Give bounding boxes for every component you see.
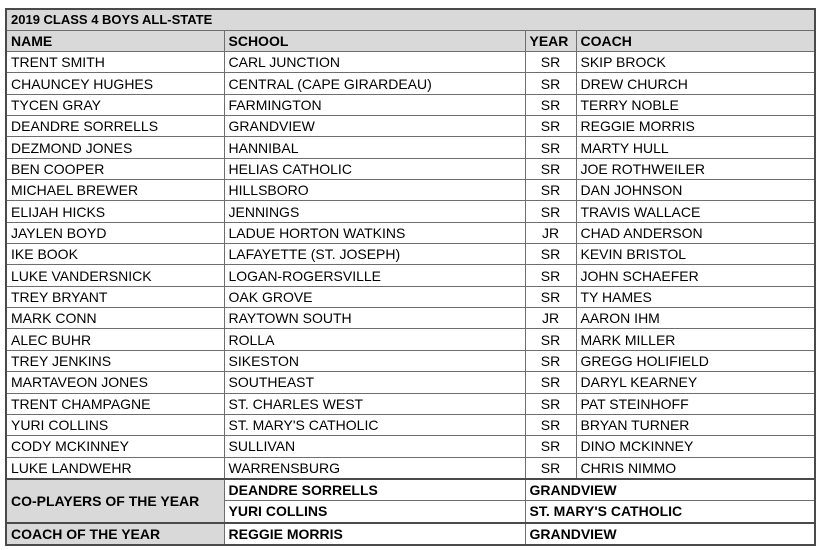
table-row xyxy=(6,436,815,457)
table-row xyxy=(6,265,815,286)
player-name: DEZMOND JONES xyxy=(6,137,224,158)
header-coach: COACH xyxy=(576,31,815,52)
player-coach: PAT STEINHOFF xyxy=(576,393,815,414)
co-player-name: DEANDRE SORRELLS xyxy=(224,479,525,501)
player-name: TYCEN GRAY xyxy=(6,94,224,115)
table-row xyxy=(6,73,815,94)
player-name: CHAUNCEY HUGHES xyxy=(6,73,224,94)
player-school: HANNIBAL xyxy=(224,137,525,158)
player-school: HILLSBORO xyxy=(224,180,525,201)
table-title: 2019 CLASS 4 BOYS ALL-STATE xyxy=(6,9,815,31)
player-school: ST. MARY'S CATHOLIC xyxy=(224,414,525,435)
player-coach: TERRY NOBLE xyxy=(576,94,815,115)
table-row xyxy=(6,329,815,350)
table-row xyxy=(6,308,815,329)
header-name: NAME xyxy=(6,31,224,52)
player-coach: KEVIN BRISTOL xyxy=(576,244,815,265)
table-row xyxy=(6,286,815,307)
player-coach: CHRIS NIMMO xyxy=(576,457,815,479)
player-name: LUKE VANDERSNICK xyxy=(6,265,224,286)
player-name: ALEC BUHR xyxy=(6,329,224,350)
player-school: RAYTOWN SOUTH xyxy=(224,308,525,329)
table-row xyxy=(6,94,815,115)
all-state-table xyxy=(5,8,816,546)
player-school: LOGAN-ROGERSVILLE xyxy=(224,265,525,286)
player-coach: AARON IHM xyxy=(576,308,815,329)
player-year: SR xyxy=(525,265,576,286)
coach-of-year-label: COACH OF THE YEAR xyxy=(6,523,224,545)
player-coach: TY HAMES xyxy=(576,286,815,307)
co-player-school: ST. MARY'S CATHOLIC xyxy=(525,501,815,523)
player-school: FARMINGTON xyxy=(224,94,525,115)
player-name: TREY BRYANT xyxy=(6,286,224,307)
player-coach: JOE ROTHWEILER xyxy=(576,158,815,179)
player-name: TRENT SMITH xyxy=(6,52,224,73)
player-school: SULLIVAN xyxy=(224,436,525,457)
table-row xyxy=(6,393,815,414)
player-school: SOUTHEAST xyxy=(224,372,525,393)
player-year: SR xyxy=(525,244,576,265)
player-school: LAFAYETTE (ST. JOSEPH) xyxy=(224,244,525,265)
player-school: SIKESTON xyxy=(224,350,525,371)
player-name: MICHAEL BREWER xyxy=(6,180,224,201)
table-row xyxy=(6,116,815,137)
player-year: SR xyxy=(525,52,576,73)
table-row xyxy=(6,350,815,371)
player-school: ROLLA xyxy=(224,329,525,350)
player-coach: SKIP BROCK xyxy=(576,52,815,73)
table-row xyxy=(6,137,815,158)
player-school: GRANDVIEW xyxy=(224,116,525,137)
coach-of-year-name: REGGIE MORRIS xyxy=(224,523,525,545)
player-coach: DARYL KEARNEY xyxy=(576,372,815,393)
player-coach: JOHN SCHAEFER xyxy=(576,265,815,286)
player-year: SR xyxy=(525,73,576,94)
player-name: YURI COLLINS xyxy=(6,414,224,435)
player-coach: DAN JOHNSON xyxy=(576,180,815,201)
table-row xyxy=(6,457,815,479)
player-name: MARK CONN xyxy=(6,308,224,329)
player-school: CARL JUNCTION xyxy=(224,52,525,73)
player-name: DEANDRE SORRELLS xyxy=(6,116,224,137)
player-name: TRENT CHAMPAGNE xyxy=(6,393,224,414)
player-coach: REGGIE MORRIS xyxy=(576,116,815,137)
player-coach: MARK MILLER xyxy=(576,329,815,350)
player-year: SR xyxy=(525,158,576,179)
player-name: JAYLEN BOYD xyxy=(6,222,224,243)
header-school: SCHOOL xyxy=(224,31,525,52)
player-school: JENNINGS xyxy=(224,201,525,222)
player-coach: GREGG HOLIFIELD xyxy=(576,350,815,371)
player-school: OAK GROVE xyxy=(224,286,525,307)
player-year: SR xyxy=(525,116,576,137)
player-coach: DREW CHURCH xyxy=(576,73,815,94)
co-player-row xyxy=(6,479,815,501)
player-coach: BRYAN TURNER xyxy=(576,414,815,435)
table-title-row xyxy=(6,9,815,31)
player-coach: MARTY HULL xyxy=(576,137,815,158)
table-row xyxy=(6,244,815,265)
player-year: SR xyxy=(525,201,576,222)
player-year: SR xyxy=(525,286,576,307)
co-players-label: CO-PLAYERS OF THE YEAR xyxy=(6,479,224,523)
player-year: SR xyxy=(525,414,576,435)
coach-of-year-school: GRANDVIEW xyxy=(525,523,815,545)
player-name: MARTAVEON JONES xyxy=(6,372,224,393)
table-row xyxy=(6,372,815,393)
player-school: ST. CHARLES WEST xyxy=(224,393,525,414)
header-row xyxy=(6,31,815,52)
coach-of-year-row xyxy=(6,523,815,545)
player-name: ELIJAH HICKS xyxy=(6,201,224,222)
table-row xyxy=(6,52,815,73)
header-year: YEAR xyxy=(525,31,576,52)
player-year: SR xyxy=(525,457,576,479)
table-row xyxy=(6,201,815,222)
player-school: CENTRAL (CAPE GIRARDEAU) xyxy=(224,73,525,94)
player-year: SR xyxy=(525,350,576,371)
player-name: CODY MCKINNEY xyxy=(6,436,224,457)
table-row xyxy=(6,222,815,243)
player-coach: TRAVIS WALLACE xyxy=(576,201,815,222)
player-year: SR xyxy=(525,393,576,414)
co-player-school: GRANDVIEW xyxy=(525,479,815,501)
player-year: JR xyxy=(525,222,576,243)
player-year: SR xyxy=(525,436,576,457)
player-year: SR xyxy=(525,372,576,393)
player-coach: DINO MCKINNEY xyxy=(576,436,815,457)
player-school: HELIAS CATHOLIC xyxy=(224,158,525,179)
player-school: WARRENSBURG xyxy=(224,457,525,479)
player-year: SR xyxy=(525,329,576,350)
player-year: SR xyxy=(525,137,576,158)
player-name: IKE BOOK xyxy=(6,244,224,265)
player-year: JR xyxy=(525,308,576,329)
player-name: LUKE LANDWEHR xyxy=(6,457,224,479)
player-name: TREY JENKINS xyxy=(6,350,224,371)
player-coach: CHAD ANDERSON xyxy=(576,222,815,243)
table-row xyxy=(6,180,815,201)
player-name: BEN COOPER xyxy=(6,158,224,179)
player-year: SR xyxy=(525,180,576,201)
table-row xyxy=(6,414,815,435)
player-school: LADUE HORTON WATKINS xyxy=(224,222,525,243)
table-row xyxy=(6,158,815,179)
player-year: SR xyxy=(525,94,576,115)
co-player-name: YURI COLLINS xyxy=(224,501,525,523)
